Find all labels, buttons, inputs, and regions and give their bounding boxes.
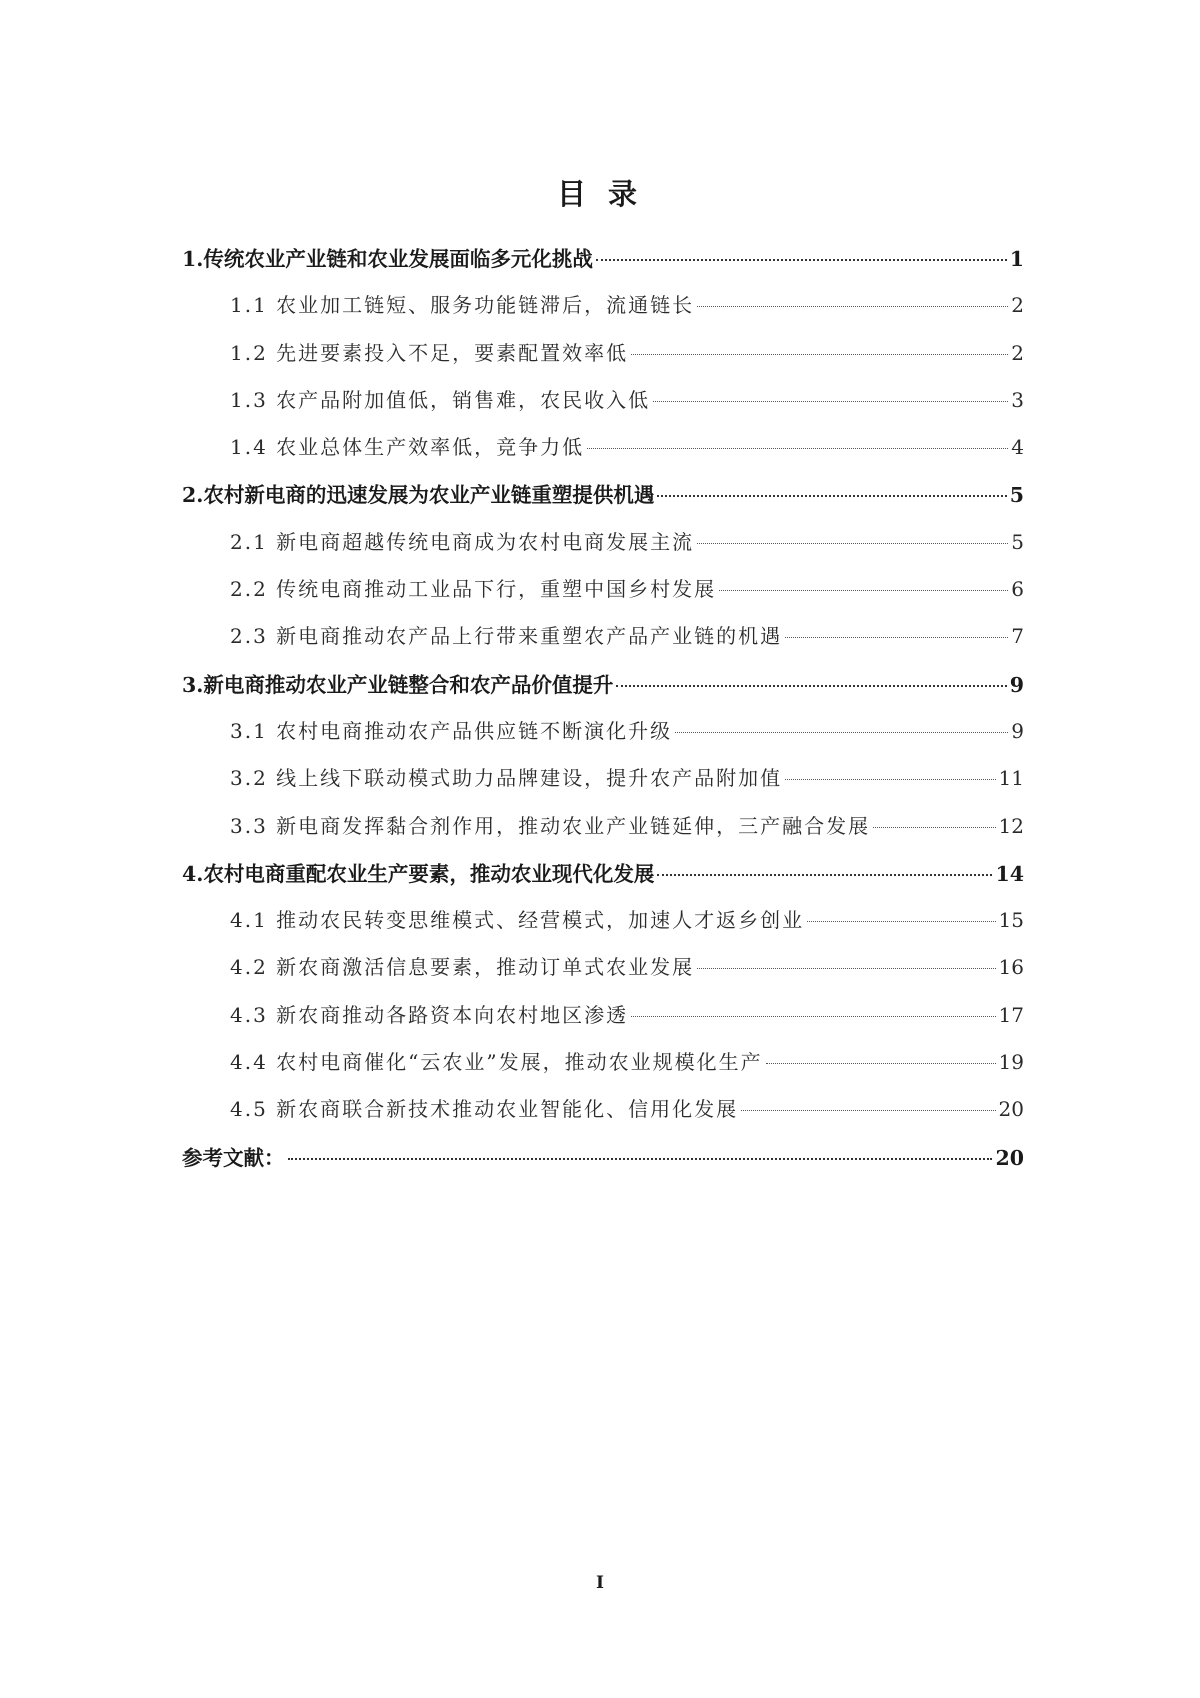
toc-section-entry[interactable] [182, 1046, 1024, 1093]
toc-dot-leader [631, 354, 1008, 355]
toc-section-entry[interactable] [182, 573, 1024, 620]
toc-chapter-entry[interactable] [182, 857, 1024, 904]
toc-section-entry[interactable] [182, 620, 1024, 667]
toc-dot-leader [631, 1016, 995, 1017]
toc-entry-page-number: 5 [1009, 483, 1024, 508]
toc-dot-leader [616, 685, 1006, 687]
toc-entry-label: 2.2 传统电商推动工业品下行，重塑中国乡村发展 [230, 577, 717, 602]
toc-entry-label: 4.5 新农商联合新技术推动农业智能化、信用化发展 [230, 1097, 739, 1122]
toc-entry-label: 2.1 新电商超越传统电商成为农村电商发展主流 [230, 529, 695, 554]
toc-entry-label: 1.3 农产品附加值低，销售难，农民收入低 [230, 387, 651, 412]
toc-entry-page-number: 2 [1011, 340, 1024, 365]
toc-entry-page-number: 20 [998, 1097, 1024, 1122]
toc-section-entry[interactable] [182, 951, 1024, 998]
toc-chapter-entry[interactable] [182, 668, 1024, 715]
toc-entry-label: 4.4 农村电商催化“云农业”发展，推动农业规模化生产 [230, 1050, 763, 1075]
toc-entry-page-number: 17 [998, 1002, 1024, 1027]
toc-entry-page-number: 19 [998, 1050, 1024, 1075]
toc-dot-leader [675, 732, 1008, 733]
toc-chapter-entry[interactable] [182, 478, 1024, 525]
toc-section-entry[interactable] [182, 904, 1024, 951]
toc-dot-leader [719, 590, 1008, 591]
toc-entry-page-number: 11 [998, 766, 1024, 791]
toc-chapter-entry[interactable] [182, 242, 1024, 289]
toc-entry-label: 4.2 新农商激活信息要素，推动订单式农业发展 [230, 955, 695, 980]
toc-dot-leader [697, 968, 995, 969]
toc-entry-page-number: 12 [998, 813, 1024, 838]
toc-entry-page-number: 16 [998, 955, 1024, 980]
toc-entry-label: 4.1 推动农民转变思维模式、经营模式，加速人才返乡创业 [230, 908, 805, 933]
toc-dot-leader [807, 921, 995, 922]
toc-dot-leader [596, 259, 1007, 261]
toc-dot-leader [697, 543, 1008, 544]
toc-section-entry[interactable] [182, 526, 1024, 573]
toc-dot-leader [653, 401, 1008, 402]
page-number: I [596, 1573, 604, 1593]
toc-entry-label: 1.2 先进要素投入不足，要素配置效率低 [230, 340, 629, 365]
toc-section-entry[interactable] [182, 762, 1024, 809]
toc-section-entry[interactable] [182, 431, 1024, 478]
toc-entry-label: 1.4 农业总体生产效率低，竞争力低 [230, 435, 585, 460]
toc-entry-page-number: 5 [1011, 529, 1024, 554]
toc-entry-label: 3.3 新电商发挥黏合剂作用，推动农业产业链延伸，三产融合发展 [230, 813, 871, 838]
toc-entry-page-number: 3 [1011, 387, 1024, 412]
toc-entry-page-number: 9 [1009, 672, 1024, 697]
toc-entry-page-number: 14 [995, 861, 1024, 886]
toc-entry-label: 1.传统农业产业链和农业发展面临多元化挑战 [182, 247, 593, 271]
toc-section-entry[interactable] [182, 999, 1024, 1046]
toc-dot-leader [697, 306, 1008, 307]
toc-entry-page-number: 15 [998, 908, 1024, 933]
toc-entry-page-number: 20 [995, 1145, 1024, 1170]
toc-dot-leader [288, 1158, 993, 1160]
toc-dot-leader [873, 827, 995, 828]
toc-chapter-entry[interactable] [182, 1141, 1024, 1188]
toc-entry-page-number: 9 [1011, 718, 1024, 743]
table-of-contents [182, 242, 1024, 1188]
toc-entry-label: 参考文献： [182, 1145, 285, 1170]
toc-dot-leader [741, 1110, 995, 1111]
toc-entry-label: 4.农村电商重配农业生产要素，推动农业现代化发展 [182, 861, 655, 886]
toc-entry-page-number: 6 [1011, 577, 1024, 602]
toc-entry-page-number: 7 [1011, 624, 1024, 649]
toc-dot-leader [587, 448, 1008, 449]
toc-entry-label: 4.3 新农商推动各路资本向农村地区渗透 [230, 1002, 629, 1027]
toc-section-entry[interactable] [182, 810, 1024, 857]
toc-entry-label: 3.2 线上线下联动模式助力品牌建设，提升农产品附加值 [230, 766, 783, 791]
toc-dot-leader [766, 1063, 996, 1064]
toc-section-entry[interactable] [182, 384, 1024, 431]
toc-entry-page-number: 4 [1011, 435, 1024, 460]
toc-entry-label: 3.1 农村电商推动农产品供应链不断演化升级 [230, 718, 673, 743]
toc-entry-label: 1.1 农业加工链短、服务功能链滞后，流通链长 [230, 293, 695, 318]
toc-section-entry[interactable] [182, 337, 1024, 384]
toc-entry-label: 3.新电商推动农业产业链整合和农产品价值提升 [182, 672, 614, 697]
toc-dot-leader [657, 495, 1006, 497]
toc-section-entry[interactable] [182, 1093, 1024, 1140]
toc-dot-leader [785, 637, 1008, 638]
toc-section-entry[interactable] [182, 289, 1024, 336]
toc-dot-leader [785, 779, 995, 780]
toc-dot-leader [657, 874, 992, 876]
toc-section-entry[interactable] [182, 715, 1024, 762]
toc-title: 目 录 [556, 177, 644, 211]
toc-entry-page-number: 1 [1009, 247, 1024, 271]
toc-entry-page-number: 2 [1011, 293, 1024, 318]
toc-entry-label: 2.农村新电商的迅速发展为农业产业链重塑提供机遇 [182, 483, 655, 508]
toc-entry-label: 2.3 新电商推动农产品上行带来重塑农产品产业链的机遇 [230, 624, 783, 649]
